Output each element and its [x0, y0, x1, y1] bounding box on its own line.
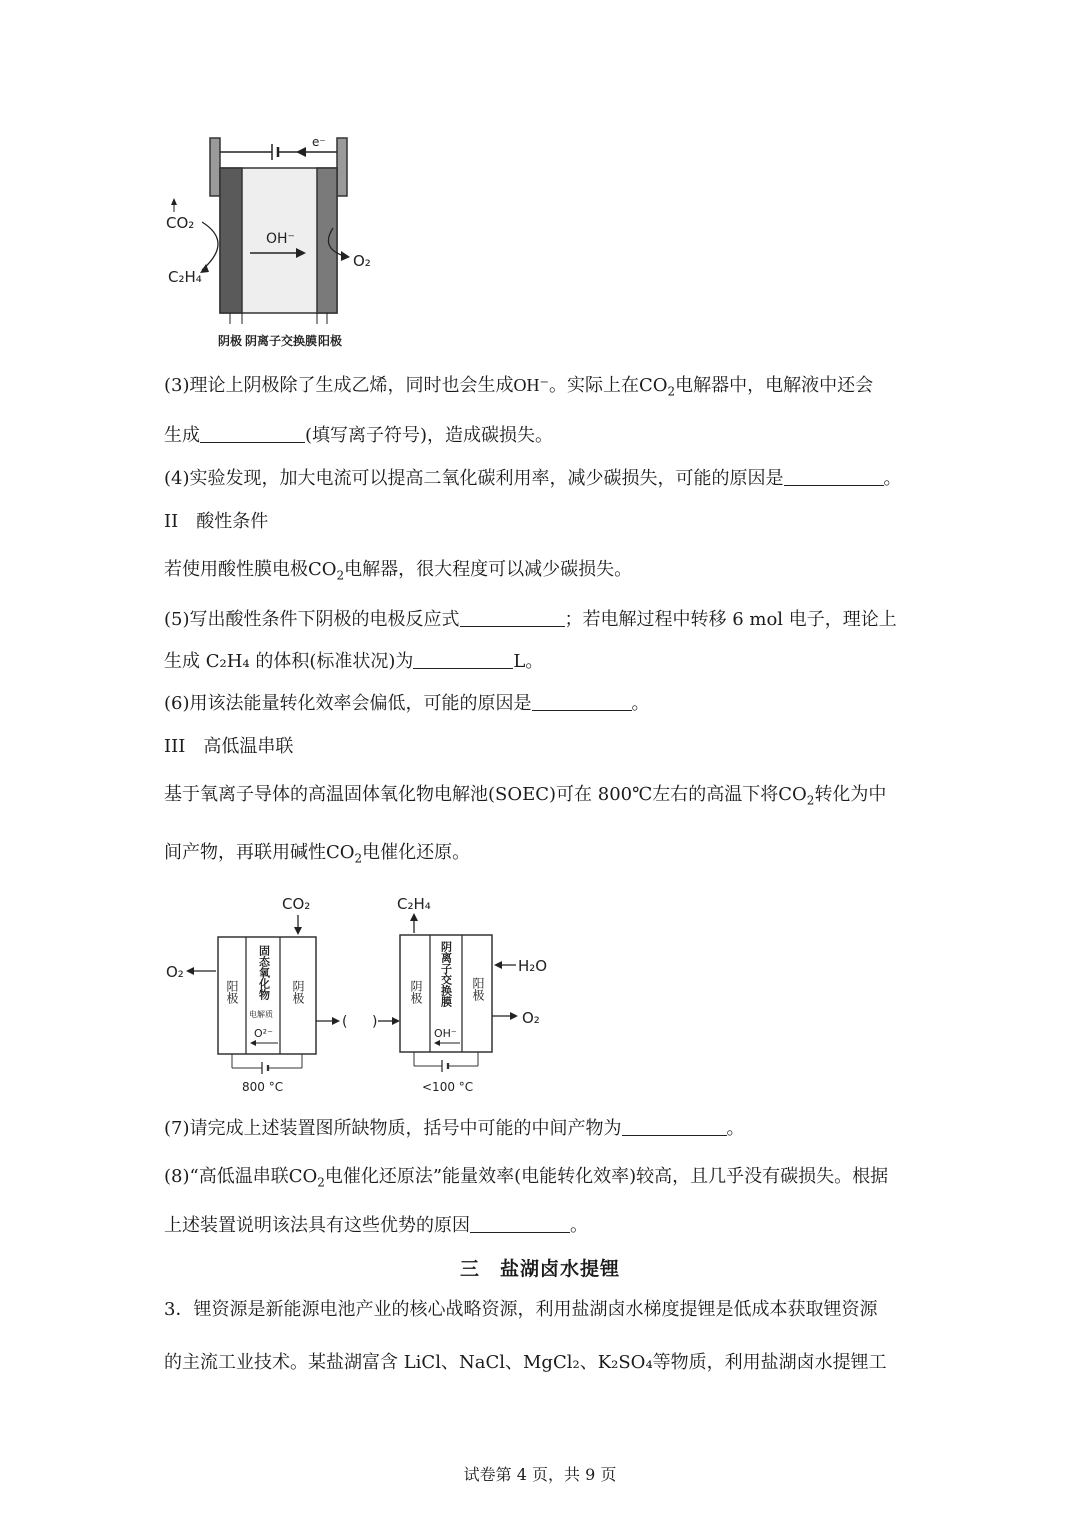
section-heading-lithium: 三 盐湖卤水提锂 [459, 1258, 620, 1280]
question-7: (7)请完成上述装置图所缺物质，括号中可能的中间产物为 。 [164, 1115, 924, 1142]
co2-formula: $CO_2$ [326, 842, 363, 866]
k2so4-formula: K₂SO₄ [597, 1352, 653, 1373]
answer-blank-5a[interactable] [460, 606, 565, 627]
oh-ion: OH⁻ [513, 375, 549, 395]
lithium-question-line-2: 的主流工业技术。某盐湖富含 LiCl、NaCl、MgCl₂、K₂SO₄等物质，利用盐湖卤水提锂工 [164, 1352, 887, 1373]
intermediate-bracket-open: ( [342, 1014, 348, 1030]
answer-blank-8[interactable] [470, 1212, 570, 1233]
cathode-label: 阴极 [218, 334, 243, 348]
question-3-line-2: 生成 (填写离子符号)，造成碳损失。 [164, 422, 924, 449]
aem-label: 阴离子交换膜 [439, 941, 453, 1007]
question-5-line-2: 生成 C₂H₄ 的体积(标准状况)为 L。 [164, 648, 924, 675]
section-3-intro-line-2: 间产物，再联用碱性$CO_2$电催化还原。 [164, 842, 471, 866]
c2h4-output-label: C₂H₄ [397, 895, 431, 913]
soec-o2-label: O₂ [166, 963, 184, 981]
soec-cathode-label: 阴极 [291, 980, 305, 1004]
section-3-title: III 高低温串联 [164, 736, 294, 757]
section-2-intro: 若使用酸性膜电极$CO_2$电解器，很大程度可以减少碳损失。 [164, 559, 633, 583]
solid-oxide-label: 固态氧化物 [257, 945, 271, 1000]
alk-o2-label: O₂ [522, 1009, 540, 1027]
temp-800-label: 800 °C [242, 1080, 284, 1094]
electrolyzer-diagram-1 [160, 130, 400, 355]
temp-100-label: <100 °C [422, 1080, 474, 1094]
lithium-question-line-1: 3．锂资源是新能源电池产业的核心战略资源，利用盐湖卤水梯度提锂是低成本获取锂资源 [164, 1299, 878, 1320]
answer-blank-7[interactable] [622, 1115, 727, 1136]
oh-ion-label: OH⁻ [266, 231, 295, 247]
electron-label: e⁻ [312, 135, 326, 149]
answer-blank-4[interactable] [784, 465, 884, 486]
section-3-intro-line-1: 基于氧离子导体的高温固体氧化物电解池(SOEC)可在 800℃左右的高温下将$CO_2$转化为中 [164, 784, 887, 808]
membrane-label: 阴离子交换膜 [245, 334, 318, 348]
c2h4-label: C₂H₄ [168, 268, 202, 286]
answer-blank-5b[interactable] [413, 648, 513, 669]
o2-label: O₂ [353, 252, 371, 270]
soec-anode-label: 阳极 [225, 980, 239, 1004]
alk-anode-label: 阳极 [471, 977, 485, 1001]
electrolyte-label: 电解质 [249, 1010, 273, 1019]
question-8-line-2: 上述装置说明该法具有这些优势的原因 。 [164, 1212, 924, 1239]
co2-input-label: CO₂ [282, 895, 311, 913]
question-3-line-1: (3)理论上阴极除了生成乙烯，同时也会生成OH⁻。实际上在$CO_2$电解器中，电解液中还会 [164, 375, 874, 399]
intermediate-bracket-close: ) [372, 1014, 378, 1030]
o2-ion-label: O²⁻ [254, 1027, 273, 1040]
co2-label: CO₂ [166, 214, 195, 232]
question-6: (6)用该法能量转化效率会偏低，可能的原因是 。 [164, 690, 924, 717]
oh-ion-label-2: OH⁻ [434, 1027, 457, 1040]
question-8-line-1: (8)“高低温串联$CO_2$电催化还原法”能量效率(电能转化效率)较高，且几乎没有碳损失。根据 [164, 1166, 889, 1190]
electrolyzer-diagram-2 [160, 885, 560, 1100]
question-5-line-1: (5)写出酸性条件下阴极的电极反应式 ；若电解过程中转移 6 mol 电子，理论上 [164, 606, 924, 633]
question-4: (4)实验发现，加大电流可以提高二氧化碳利用率，减少碳损失，可能的原因是 。 [164, 465, 924, 492]
mgcl2-formula: MgCl₂ [522, 1352, 580, 1373]
section-2-title: II 酸性条件 [164, 511, 269, 532]
h2o-label: H₂O [518, 957, 548, 975]
co2-formula: $CO_2$ [288, 1166, 325, 1190]
co2-formula: $CO_2$ [308, 559, 345, 583]
answer-blank-6[interactable] [532, 690, 632, 711]
anode-label: 阳极 [318, 334, 343, 348]
co2-formula: $CO_2$ [778, 784, 815, 808]
alk-cathode-label: 阴极 [409, 980, 423, 1004]
co2-formula: $CO_2$ [639, 375, 676, 399]
page-footer: 试卷第 4 页，共 9 页 [463, 1465, 617, 1484]
answer-blank-3[interactable] [200, 422, 305, 443]
